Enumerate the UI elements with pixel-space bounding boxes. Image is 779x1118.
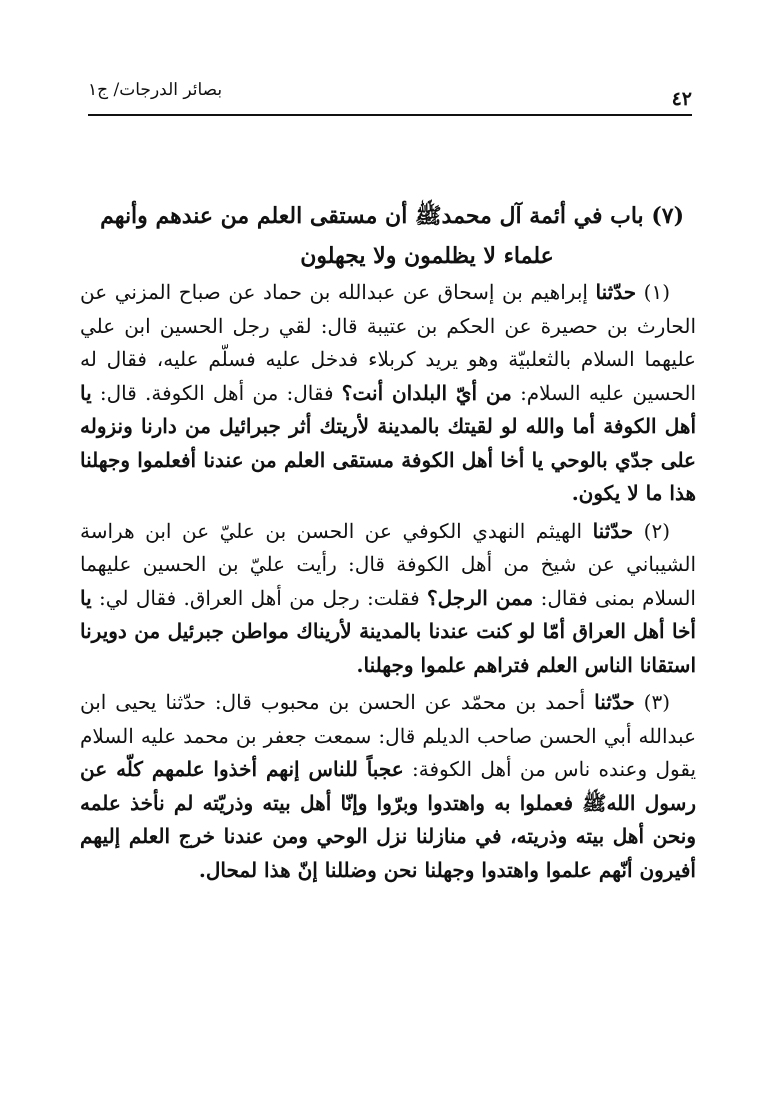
chain-lead: حدّثنا [594,690,635,714]
header-rule [88,114,692,116]
page-header [88,78,692,110]
chapter-title [80,196,696,276]
hadith-2 [80,515,696,683]
narration-text: فقال: من أهل الكوفة. قال: [99,380,334,405]
page-body [80,196,696,891]
hadith-number: (٢) [643,518,671,543]
quoted-speech: يا أهل الكوفة أما والله لو لقيتك بالمدينة لأريتك أثر جبرائيل من دارنا ونزوله على جدّي بالوحي يا أخا أهل الكوفة مستقى العلم من عندنا أفعلموا وجهلنا هذا ما لا يكون. [80,380,696,505]
quoted-speech: يا أخا أهل العراق أمّا لو كنت عندنا بالمدينة لأريناك مواطن جبرئيل من دويرنا استقانا الناس العلم فتراهم علموا وجهلنا. [80,585,696,677]
quoted-speech: ممن الرجل؟ [427,585,534,610]
running-head: بصائر الدرجات/ ج١ [88,80,223,100]
hadith-number: (٣) [643,690,671,714]
chain-lead: حدّثنا [595,280,637,304]
narration-text: إبراهيم بن إسحاق عن عبدالله بن حماد عن صباح المزني عن الحارث بن حصيرة عن الحكم بن عتيبة قال: لقي رجل الحسين ابن علي عليهما السلام بالثعلبيّة وهو يريد كربلاء فدخل عليه فسلّم عليه، فقال له الحسين عليه السلام: [80,280,697,405]
chain-lead: حدّثنا [592,518,634,543]
quoted-speech: من أيّ البلدان أنت؟ [341,380,512,405]
chapter-title-line2: علماء لا يظلمون ولا يجهلون [300,243,554,269]
quoted-speech: عجباً للناس إنهم أخذوا علمهم كلّه عن رسول اللهﷺ فعملوا به واهتدوا وبرّوا وإنّا أهل بيته وذريّته لم نأخذ علمه ونحن أهل بيته وذريته، في منازلنا نزل الوحي ومن عندنا خرج العلم إليهم أفيرون أنّهم علموا واهتدوا وجهلنا نحن وضللنا إنّ هذا لمحال. [80,757,696,882]
hadith-number: (١) [643,280,671,304]
hadith-1 [80,276,696,511]
page-number: ٤٢ [671,88,692,110]
narration-text: فقلت: رجل من أهل العراق. فقال لي: [99,585,420,610]
narration-text: الهيثم النهدي الكوفي عن الحسن بن عليّ عن ابن هراسة الشيباني عن شيخ من أهل الكوفة قال: رأيت عليّ بن الحسين عليهما السلام بمنى فقال: [80,518,696,610]
hadith-3 [80,686,696,887]
narration-text: أحمد بن محمّد عن الحسن بن محبوب قال: حدّثنا يحيى ابن عبدالله أبي الحسن صاحب الديلم قال: سمعت جعفر بن محمد عليه السلام يقول وعنده ناس من أهل الكوفة: [80,690,697,781]
chapter-title-line1: (٧) باب في أئمة آل محمدﷺ أن مستقى العلم من عندهم وأنهم [100,203,684,229]
